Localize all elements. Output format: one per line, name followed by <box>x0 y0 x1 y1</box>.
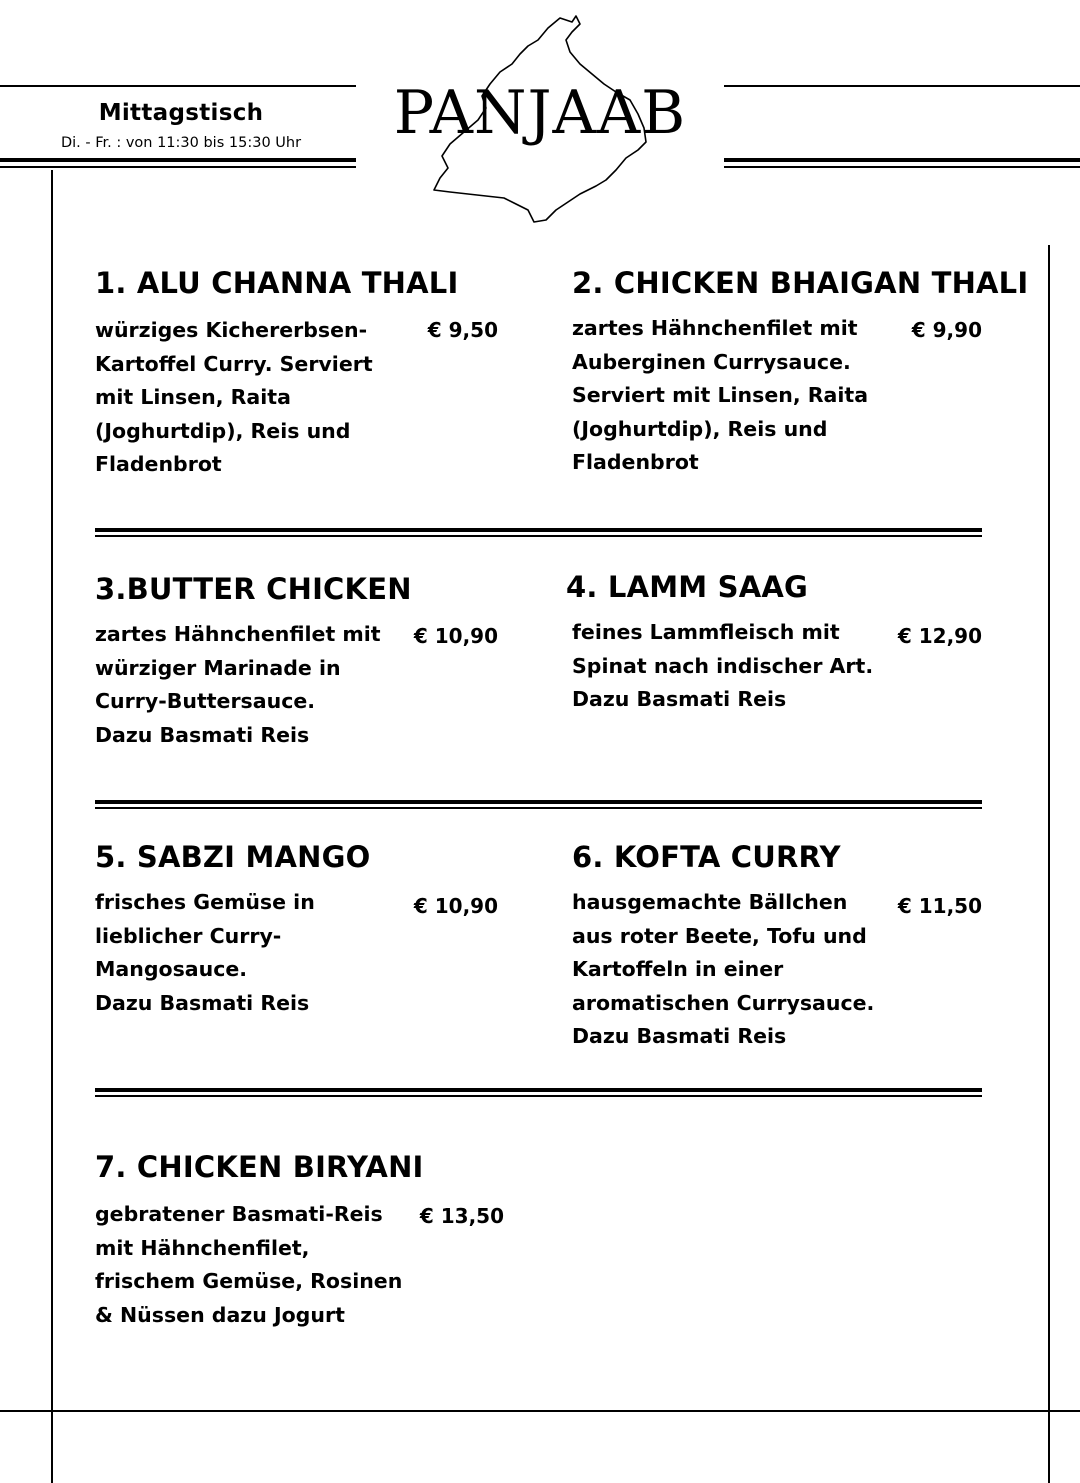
frame-right-vertical <box>1048 245 1050 1483</box>
menu-item-price: € 10,90 <box>413 624 498 648</box>
menu-item-4 <box>566 570 1012 730</box>
header-rule-left-top <box>0 85 356 87</box>
restaurant-logo: PANJAAB <box>393 78 687 148</box>
menu-item-3 <box>95 572 515 762</box>
menu-item-5 <box>95 840 515 1030</box>
menu-item-price: € 13,50 <box>419 1204 504 1228</box>
menu-item-description: gebratener Basmati-Reis mit Hähnchenfilet, frischem Gemüse, Rosinen & Nüssen dazu Jogurt <box>95 1202 403 1327</box>
menu-item-description: zartes Hähnchenfilet mit würziger Marinade in Curry-Buttersauce. Dazu Basmati Reis <box>95 622 381 747</box>
menu-item-description: frisches Gemüse in lieblicher Curry- Mangosauce. Dazu Basmati Reis <box>95 890 315 1015</box>
menu-item-price: € 9,50 <box>427 318 498 342</box>
menu-item-description: hausgemachte Bällchen aus roter Beete, Tofu und Kartoffeln in einer aromatischen Currysauce. Dazu Basmati Reis <box>572 890 875 1048</box>
section-divider-3 <box>95 1088 982 1098</box>
menu-item-title: 3.BUTTER CHICKEN <box>95 572 412 606</box>
header-rule-right-bottom-thin <box>724 166 1080 168</box>
menu-item-2 <box>572 266 1029 486</box>
menu-item-price: € 11,50 <box>897 894 982 918</box>
menu-item-description: würziges Kichererbsen- Kartoffel Curry. Serviert mit Linsen, Raita (Joghurtdip), Reis und Fladenbrot <box>95 318 373 476</box>
header-rule-left-bottom-thick <box>0 158 356 162</box>
menu-item-price: € 10,90 <box>413 894 498 918</box>
menu-item-title: 5. SABZI MANGO <box>95 840 371 874</box>
menu-item-description: zartes Hähnchenfilet mit Auberginen Currysauce. Serviert mit Linsen, Raita (Joghurtdip), Reis und Fladenbrot <box>572 316 869 474</box>
menu-item-description: feines Lammfleisch mit Spinat nach indischer Art. Dazu Basmati Reis <box>572 620 874 711</box>
menu-item-price: € 12,90 <box>897 624 982 648</box>
menu-item-title: 6. KOFTA CURRY <box>572 840 841 874</box>
menu-item-title: 2. CHICKEN BHAIGAN THALI <box>572 266 1029 300</box>
menu-item-price: € 9,90 <box>911 318 982 342</box>
menu-item-7 <box>95 1150 515 1340</box>
menu-item-title: 7. CHICKEN BIRYANI <box>95 1150 424 1184</box>
menu-item-1 <box>95 266 515 486</box>
header-rule-right-bottom-thick <box>724 158 1080 162</box>
menu-item-title: 4. LAMM SAAG <box>566 570 809 604</box>
header-rule-right-top <box>724 85 1080 87</box>
section-divider-2 <box>95 800 982 810</box>
section-divider-1 <box>95 528 982 538</box>
frame-bottom-horizontal <box>0 1410 1080 1412</box>
menu-item-6 <box>572 840 1012 1060</box>
menu-item-title: 1. ALU CHANNA THALI <box>95 266 459 300</box>
lunch-menu-title: Mittagstisch <box>98 100 264 126</box>
opening-hours: Di. - Fr. : von 11:30 bis 15:30 Uhr <box>60 135 302 151</box>
frame-left-vertical <box>51 170 53 1483</box>
header-rule-left-bottom-thin <box>0 166 356 168</box>
